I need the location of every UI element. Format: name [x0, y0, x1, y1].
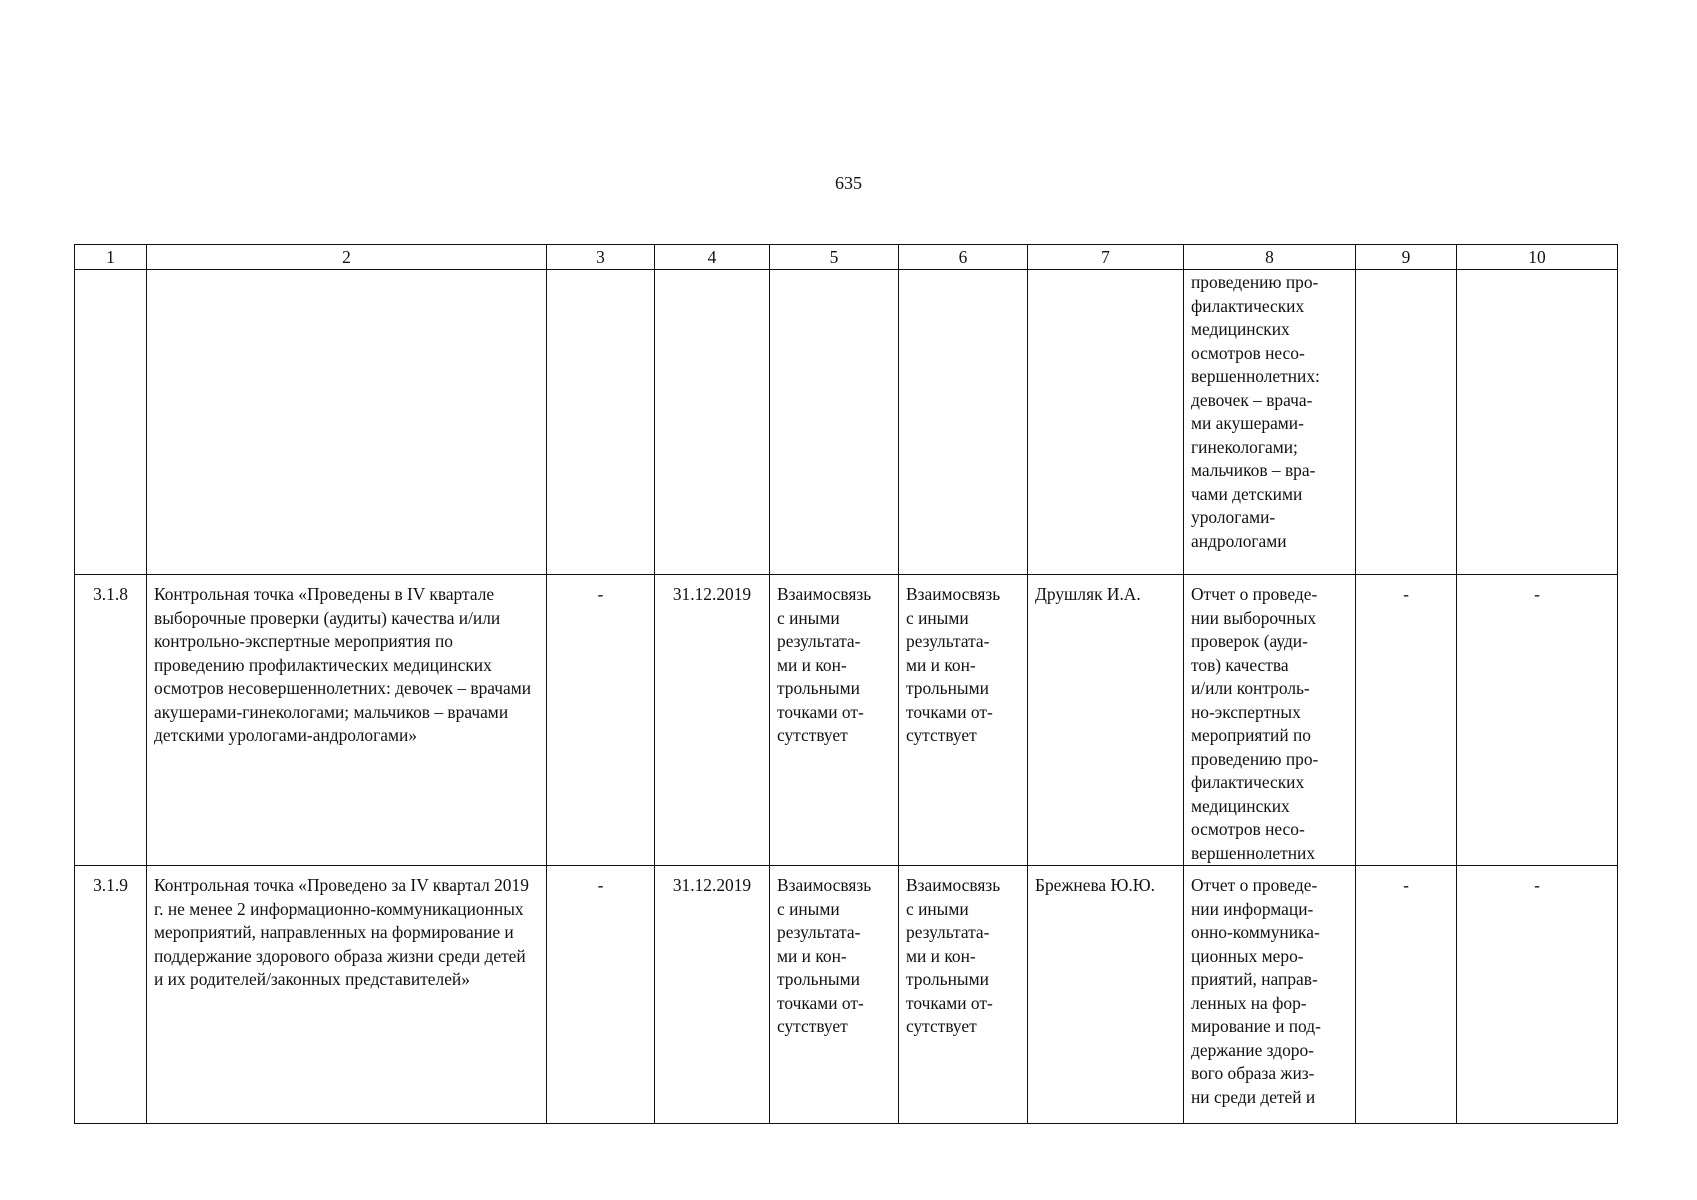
cell-num [75, 270, 147, 575]
header-cell-3: 3 [547, 245, 655, 270]
table-header-row [75, 245, 1618, 270]
cell-date: 31.12.2019 [655, 575, 770, 866]
header-cell-10: 10 [1457, 245, 1618, 270]
cell-col6: Взаимосвязь с иными результата- ми и кон- трольными точками от- сутствует [899, 575, 1028, 866]
header-cell-7: 7 [1028, 245, 1184, 270]
cell-col10 [1457, 270, 1618, 575]
cell-col10: - [1457, 866, 1618, 1124]
cell-title: Контрольная точка «Проведены в IV квартале выборочные проверки (аудиты) качества и/или контрольно-экспертные мероприятия по проведению профилактических медицинских осмотров несовершеннолетних: девочек – врачами акушерами-гинекологами; мальчиков – врачами детскими урологами-андрологами» [147, 575, 547, 866]
table-row [75, 575, 1618, 866]
cell-col5: Взаимосвязь с иными результата- ми и кон- трольными точками от- сутствует [770, 866, 899, 1124]
cell-responsible: Брежнева Ю.Ю. [1028, 866, 1184, 1124]
header-cell-2: 2 [147, 245, 547, 270]
cell-responsible: Друшляк И.А. [1028, 575, 1184, 866]
cell-num: 3.1.8 [75, 575, 147, 866]
cell-col3: - [547, 866, 655, 1124]
header-cell-1: 1 [75, 245, 147, 270]
header-cell-5: 5 [770, 245, 899, 270]
cell-col5 [770, 270, 899, 575]
cell-num: 3.1.9 [75, 866, 147, 1124]
cell-col9: - [1356, 575, 1457, 866]
cell-date: 31.12.2019 [655, 866, 770, 1124]
cell-result-document: Отчет о проведе- нии выборочных проверок (ауди- тов) качества и/или контроль- но-экспертных мероприятий по проведению про- филактических медицинских осмотров несо- вершеннолетних [1184, 575, 1356, 866]
cell-responsible [1028, 270, 1184, 575]
table-row [75, 270, 1618, 575]
table-row [75, 866, 1618, 1124]
cell-title: Контрольная точка «Проведено за IV квартал 2019 г. не менее 2 информационно-коммуникационных мероприятий, направленных на формирование и поддержание здорового образа жизни среди детей и их родителей/законных представителей» [147, 866, 547, 1124]
header-cell-8: 8 [1184, 245, 1356, 270]
control-points-table [74, 244, 1618, 1124]
cell-date [655, 270, 770, 575]
cell-result-document: Отчет о проведе- нии информаци- онно-коммуника- ционных меро- приятий, направ- ленных на фор- мирование и под- держание здоро- вого образа жиз- ни среди детей и [1184, 866, 1356, 1124]
page-number: 635 [835, 173, 862, 193]
header-cell-6: 6 [899, 245, 1028, 270]
cell-col9: - [1356, 866, 1457, 1124]
cell-col3: - [547, 575, 655, 866]
header-cell-4: 4 [655, 245, 770, 270]
header-cell-9: 9 [1356, 245, 1457, 270]
cell-result-document: проведению про- филактических медицинских осмотров несо- вершеннолетних: девочек – врача- ми акушерами- гинекологами; мальчиков – вра- чами детскими урологами- андрологами [1184, 270, 1356, 575]
cell-col9 [1356, 270, 1457, 575]
cell-col10: - [1457, 575, 1618, 866]
cell-col6 [899, 270, 1028, 575]
cell-col6: Взаимосвязь с иными результата- ми и кон- трольными точками от- сутствует [899, 866, 1028, 1124]
cell-col5: Взаимосвязь с иными результата- ми и кон- трольными точками от- сутствует [770, 575, 899, 866]
cell-title [147, 270, 547, 575]
cell-col3 [547, 270, 655, 575]
